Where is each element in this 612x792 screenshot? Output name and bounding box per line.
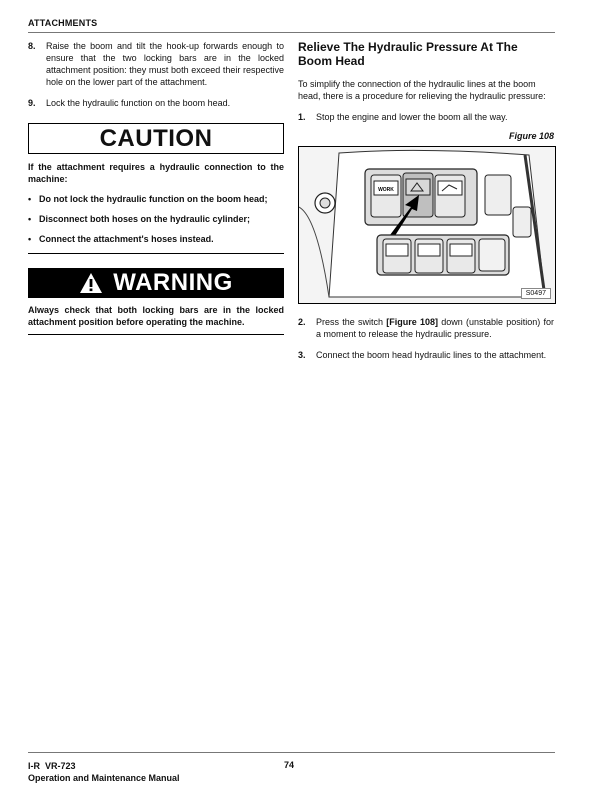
step-8 — [28, 40, 284, 88]
figure-ref: [Figure 108] — [386, 317, 438, 327]
caution-rule — [28, 253, 284, 254]
figure-id: S0497 — [521, 288, 551, 299]
caution-bullet: • Disconnect both hoses on the hydraulic cylinder; — [28, 214, 251, 224]
step-text: Raise the boom and tilt the hook-up forwards enough to ensure that the two locking bars are in the locked attachment position: they must both exceed their respective hole on the lower part of the attachment. — [46, 41, 284, 87]
footer-rule — [28, 752, 555, 753]
page-number: 74 — [284, 760, 295, 770]
caution-body — [28, 161, 284, 245]
figure-label: Figure 108 — [508, 131, 554, 141]
footer-model: I-R VR-723 — [28, 761, 76, 771]
step-9 — [28, 97, 284, 109]
warning-banner — [28, 268, 284, 298]
left-column — [28, 40, 284, 335]
section-intro: To simplify the connection of the hydraulic lines at the boom head, there is a procedure for relieving the hydraulic pressure: — [298, 79, 546, 101]
step-1 — [298, 111, 554, 123]
step-text-pre: Press the switch — [316, 317, 387, 327]
footer-manual-title: Operation and Maintenance Manual — [28, 773, 180, 783]
step-text: Stop the engine and lower the boom all the way. — [316, 112, 508, 122]
step-text: Lock the hydraulic function on the boom head. — [46, 98, 231, 108]
step-number: 8. — [28, 41, 36, 51]
figure-108 — [298, 146, 556, 304]
running-header: ATTACHMENTS — [28, 18, 98, 28]
switch-label: WORK — [378, 187, 394, 193]
warning-triangle-icon — [79, 272, 103, 294]
step-number: 2. — [298, 317, 306, 327]
step-text-post: down (unstable position) for a moment to release the hydraulic pressure. — [316, 317, 554, 339]
step-number: 9. — [28, 98, 36, 108]
caution-bullet: • Do not lock the hydraulic function on the boom head; — [28, 194, 268, 204]
step-3 — [298, 349, 554, 361]
caution-banner: CAUTION — [28, 123, 284, 154]
right-column — [298, 40, 554, 370]
section-title: Relieve The Hydraulic Pressure At The Boom Head — [298, 40, 518, 68]
step-number: 1. — [298, 112, 306, 122]
warning-text: Always check that both locking bars are in the locked attachment position before operating the machine. — [28, 305, 284, 327]
warning-rule — [28, 334, 284, 335]
caution-intro: If the attachment requires a hydraulic connection to the machine: — [28, 162, 284, 184]
step-2 — [298, 316, 554, 340]
footer-left — [28, 760, 180, 784]
caution-bullet: • Connect the attachment's hoses instead. — [28, 234, 214, 244]
step-number: 3. — [298, 350, 306, 360]
warning-title: WARNING — [113, 269, 233, 296]
step-text: Connect the boom head hydraulic lines to the attachment. — [316, 350, 547, 360]
switch-panel-illustration — [299, 147, 555, 303]
header-rule — [28, 32, 555, 33]
